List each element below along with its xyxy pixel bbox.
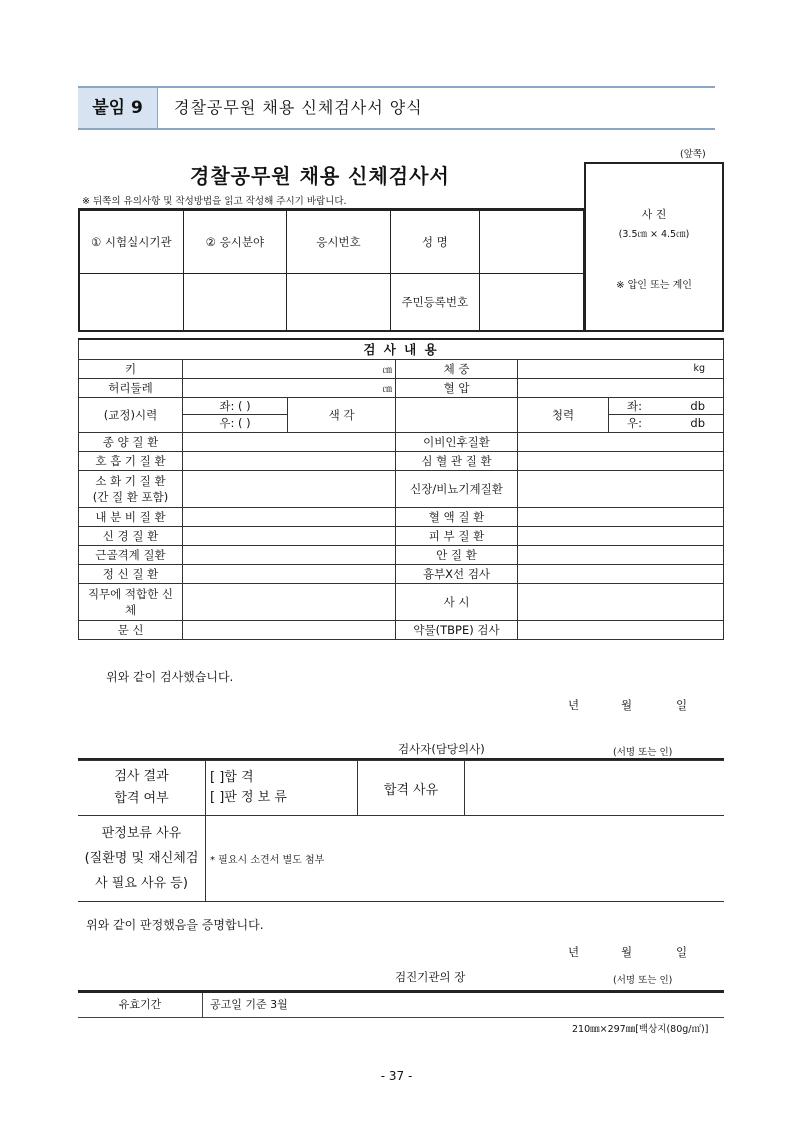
disease-label-left-line2: 체 [124, 602, 137, 617]
judge-date-month[interactable]: 월 [621, 945, 633, 959]
table-row [79, 545, 724, 564]
disease-value-right[interactable] [518, 526, 724, 545]
table-row [79, 470, 724, 507]
disease-value-right[interactable] [518, 583, 724, 620]
disease-label-left [79, 583, 183, 620]
disease-label-right: 사 시 [396, 583, 518, 620]
institution-head-label: 검진기관의 장 [395, 970, 466, 984]
hearing-left-row[interactable] [609, 398, 723, 415]
table-row [79, 507, 724, 526]
form-title: 경찰공무원 채용 신체검사서 [190, 164, 450, 188]
applicant-info-table [78, 210, 584, 332]
appendix-header [78, 86, 715, 130]
disease-label-left [79, 526, 183, 545]
examiner-sign[interactable]: (서명 또는 인) [613, 747, 673, 758]
disease-label-right: 이비인후질환 [396, 432, 518, 451]
disease-label-left-line1: 직무에 적합한 신 [87, 586, 174, 601]
appendix-title: 경찰공무원 채용 신체검사서 양식 [174, 98, 423, 117]
disease-label-right: 흉부X선 검사 [396, 564, 518, 583]
validity-row [78, 993, 724, 1018]
color-vision-value[interactable] [396, 397, 518, 432]
validity-value: 공고일 기준 3월 [210, 998, 288, 1011]
disease-value-left[interactable] [183, 545, 396, 564]
rrn-label: 주민등록번호 [390, 274, 479, 331]
exam-number-value[interactable] [287, 274, 391, 331]
disease-value-right[interactable] [518, 545, 724, 564]
exam-date-year[interactable]: 년 [568, 698, 580, 712]
disease-value-right[interactable] [518, 564, 724, 583]
disease-label-left [79, 564, 183, 583]
disease-label-left-line1: 내 분 비 질 환 [95, 509, 166, 524]
appendix-label: 붙임 9 [78, 88, 158, 128]
validity-label: 유효기간 [78, 993, 203, 1017]
disease-value-left[interactable] [183, 507, 396, 526]
table-row [79, 620, 724, 639]
disease-label-left-line2: (간 질 환 포함) [92, 489, 169, 504]
photo-box [584, 162, 724, 332]
hearing-left: 좌: [627, 399, 642, 413]
judge-date-day[interactable]: 일 [676, 945, 688, 959]
bp-value[interactable] [518, 378, 724, 397]
exam-number-header: 응시번호 [287, 211, 391, 274]
hearing-right-row[interactable] [609, 415, 723, 431]
disease-value-right[interactable] [518, 507, 724, 526]
disease-label-left-line1: 종 양 질 환 [102, 434, 159, 449]
disease-label-left [79, 545, 183, 564]
option-pass[interactable]: [ ]합 격 [210, 770, 254, 785]
disease-value-left[interactable] [183, 564, 396, 583]
disease-label-left-line1: 호 흡 기 질 환 [95, 453, 166, 468]
table-row [79, 451, 724, 470]
hold-reason-line-1: 판정보류 사유 [101, 826, 182, 841]
option-hold[interactable]: [ ]판 정 보 류 [210, 790, 287, 805]
hearing-values [609, 397, 724, 432]
table-row [79, 526, 724, 545]
hold-note: * 필요시 소견서 별도 첨부 [210, 855, 325, 866]
result-table [78, 760, 724, 902]
disease-label-left-line1: 소 화 기 질 환 [95, 473, 166, 488]
name-label: 성 명 [390, 211, 479, 274]
table-row [79, 564, 724, 583]
disease-value-right[interactable] [518, 620, 724, 639]
disease-label-left [79, 451, 183, 470]
vision-values [183, 397, 288, 432]
hearing-left-unit: db [690, 399, 705, 413]
color-vision-label: 색 각 [288, 397, 396, 432]
exam-field-header: ② 응시분야 [183, 211, 287, 274]
disease-value-right[interactable] [518, 470, 724, 507]
front-tag: (앞쪽) [680, 149, 706, 160]
hold-reason-line-3: 사 필요 사유 등) [95, 876, 188, 891]
table-row [79, 583, 724, 620]
confirm-judge-text: 위와 같이 판정했음을 증명합니다. [86, 918, 264, 932]
exam-field-value[interactable] [183, 274, 287, 331]
disease-label-right: 피 부 질 환 [396, 526, 518, 545]
photo-stamp-note: ※ 압인 또는 계인 [616, 280, 692, 291]
disease-label-right: 신장/비뇨기계질환 [396, 470, 518, 507]
exam-date-day[interactable]: 일 [676, 698, 688, 712]
notice-text: ※ 뒤쪽의 유의사항 및 작성방법을 읽고 작성해 주시기 바랍니다. [82, 196, 347, 207]
disease-label-right: 심 혈 관 질 환 [396, 451, 518, 470]
disease-value-left[interactable] [183, 432, 396, 451]
paper-spec: 210㎜×297㎜[백상지(80g/㎡)] [572, 1024, 709, 1035]
exam-institution-header: ① 시험실시기관 [79, 211, 183, 274]
disease-label-left-line1: 정 신 질 환 [102, 566, 159, 581]
hold-reason-value[interactable] [206, 816, 725, 902]
disease-label-left-line1: 근골격계 질환 [95, 547, 166, 562]
disease-value-left[interactable] [183, 583, 396, 620]
waist-unit[interactable]: ㎝ [183, 378, 396, 397]
exam-section-title: 검 사 내 용 [79, 339, 724, 359]
weight-label: 체 중 [396, 359, 518, 378]
disease-label-left [79, 470, 183, 507]
pass-reason-value[interactable] [465, 761, 725, 816]
result-label-1: 검사 결과 [114, 769, 169, 784]
vision-right[interactable]: 우: ( ) [219, 416, 251, 430]
confirm-exam-text: 위와 같이 검사했습니다. [106, 670, 234, 684]
disease-label-right: 혈 액 질 환 [396, 507, 518, 526]
page-number: - 37 - [380, 1069, 413, 1083]
disease-value-right[interactable] [518, 432, 724, 451]
disease-label-left-line1: 신 경 질 환 [102, 528, 159, 543]
disease-value-left[interactable] [183, 470, 396, 507]
disease-label-right: 안 질 환 [396, 545, 518, 564]
waist-label: 허리둘레 [79, 378, 183, 397]
exam-content-table [78, 338, 724, 640]
disease-value-left[interactable] [183, 451, 396, 470]
disease-label-left [79, 432, 183, 451]
result-label-cell [78, 761, 206, 816]
bp-label: 혈 압 [396, 378, 518, 397]
height-unit[interactable]: ㎝ [183, 359, 396, 378]
disease-value-left[interactable] [183, 620, 396, 639]
disease-label-right: 약물(TBPE) 검사 [396, 620, 518, 639]
disease-rows [79, 432, 724, 639]
judge-date-year[interactable]: 년 [568, 945, 580, 959]
disease-label-left-line1: 문 신 [117, 622, 144, 637]
result-label-2: 합격 여부 [114, 791, 169, 806]
disease-label-left [79, 507, 183, 526]
weight-unit[interactable]: kg [518, 359, 724, 378]
vision-left[interactable]: 좌: ( ) [183, 398, 287, 415]
table-row [79, 432, 724, 451]
exam-date-month[interactable]: 월 [621, 698, 633, 712]
hold-reason-line-2: (질환명 및 재신체검 [84, 851, 199, 866]
disease-value-right[interactable] [518, 451, 724, 470]
vision-label: (교정)시력 [79, 397, 183, 432]
hearing-right-unit: db [690, 416, 705, 430]
examiner-label: 검사자(담당의사) [398, 742, 485, 756]
rrn-value[interactable] [479, 274, 583, 331]
name-value[interactable] [479, 211, 583, 274]
hearing-right: 우: [627, 416, 642, 430]
disease-label-left [79, 620, 183, 639]
height-label: 키 [79, 359, 183, 378]
hearing-label: 청력 [518, 397, 609, 432]
pass-reason-label: 합격 사유 [358, 761, 465, 816]
disease-value-left[interactable] [183, 526, 396, 545]
result-options [206, 761, 358, 816]
exam-institution-value[interactable] [79, 274, 183, 331]
hold-reason-label-cell [78, 816, 206, 902]
photo-label: 사 진 [641, 208, 667, 221]
institution-sign[interactable]: (서명 또는 인) [613, 975, 673, 986]
photo-size: (3.5㎝ × 4.5㎝) [618, 229, 690, 240]
